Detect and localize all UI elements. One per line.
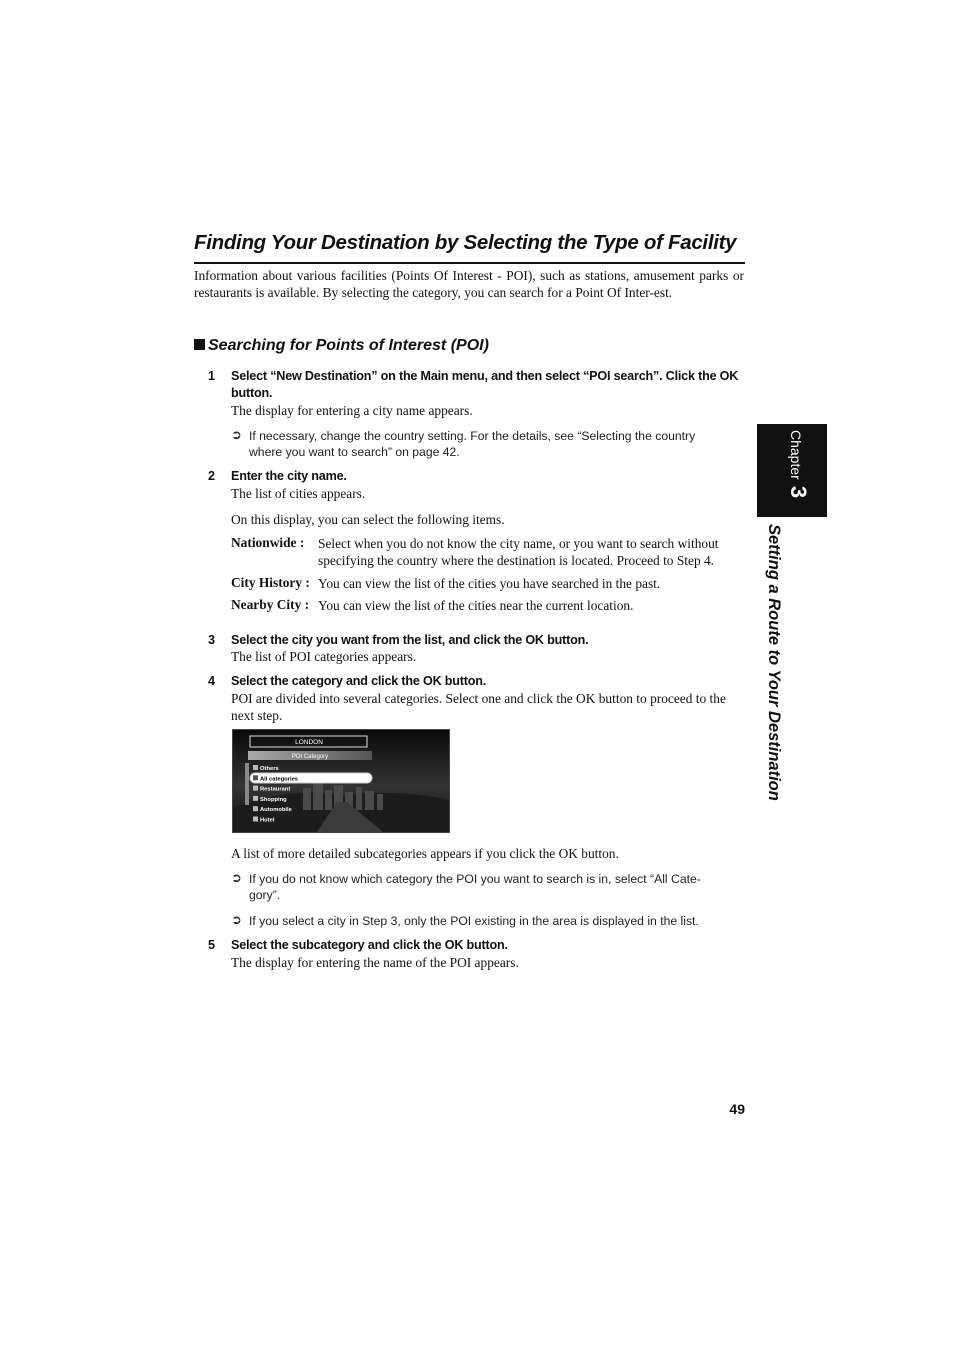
screen-svg <box>233 730 449 832</box>
step-5-text: Select the subcategory and click the OK button. <box>231 938 508 952</box>
section-heading <box>194 337 489 355</box>
category-header-text: POI Category <box>291 754 329 760</box>
step-4-note-2 <box>231 913 751 929</box>
step-4-note-1-text: If you do not know which category the POI you want to search is in, select “All Cate-gory”. <box>249 872 701 902</box>
title-underline <box>194 262 745 264</box>
intro-paragraph: Information about various facilities (Points Of Interest - POI), such as stations, amusement parks or restaurants is available. By selecting the category, you can search for a Point Of Inter-est. <box>194 268 744 300</box>
step-3-text: Select the city you want from the list, and click the OK button. <box>231 633 589 647</box>
square-bullet-icon <box>194 339 205 350</box>
step-4-after: A list of more detailed subcategories appears if you click the OK button. <box>231 846 619 861</box>
step-1-text: Select “New Destination” on the Main menu, and then select “POI search”. Click the OK button. <box>231 369 739 400</box>
step-1-note <box>231 428 731 460</box>
page-title: Finding Your Destination by Selecting the Type of Facility <box>194 231 737 254</box>
chapter-tab <box>757 424 827 517</box>
note-arrow-icon: ➲ <box>231 427 242 442</box>
step-4-note-1 <box>231 871 731 903</box>
option-term-nationwide: Nationwide : <box>231 535 305 550</box>
option-term-city-history: City History : <box>231 575 310 590</box>
poi-item-icon <box>253 786 258 791</box>
poi-item-label: Hotel <box>260 817 275 824</box>
option-def-nationwide: Select when you do not know the city name, or you want to search without specifying the country where the destination is located. Proceed to Step 4. <box>318 536 719 568</box>
poi-item-icon <box>253 765 258 770</box>
poi-item-icon <box>253 796 258 801</box>
page-number: 49 <box>729 1101 745 1117</box>
city-field-text: LONDON <box>295 739 323 746</box>
note-arrow-icon: ➲ <box>231 912 242 927</box>
step-1-number: 1 <box>208 369 216 383</box>
step-4-text: Select the category and click the OK button. <box>231 674 487 688</box>
step-1-result: The display for entering a city name appears. <box>231 403 473 418</box>
poi-item-label: Automobile <box>260 807 292 814</box>
poi-item-label: Shopping <box>260 796 287 803</box>
poi-item-icon <box>253 775 258 780</box>
poi-item-label: All categories <box>260 776 299 783</box>
note-arrow-icon: ➲ <box>231 870 242 885</box>
poi-item-icon <box>253 817 258 822</box>
step-1-note-text: If necessary, change the country setting. For the details, see “Selecting the country where you want to search” on page 42. <box>249 429 696 459</box>
section-heading-text: Searching for Points of Interest (POI) <box>208 337 489 354</box>
step-2-number: 2 <box>208 469 216 483</box>
step-3-number: 3 <box>208 633 216 647</box>
poi-item-label: Restaurant <box>260 786 291 793</box>
step-2-result: The list of cities appears. <box>231 486 366 501</box>
chapter-side-title: Setting a Route to Your Destination <box>765 524 783 801</box>
step-2-lead: On this display, you can select the following items. <box>231 512 505 527</box>
step-5-number: 5 <box>208 938 216 952</box>
list-scrollbar <box>245 763 249 805</box>
poi-category-screenshot <box>232 729 450 833</box>
option-def-nearby-city: You can view the list of the cities near the current location. <box>318 598 634 613</box>
poi-item-label: Others <box>260 766 279 772</box>
chapter-label: Chapter <box>788 430 804 480</box>
poi-item-icon <box>253 806 258 811</box>
step-4-number: 4 <box>208 674 216 688</box>
step-3-result: The list of POI categories appears. <box>231 649 417 664</box>
step-4-note-2-text: If you select a city in Step 3, only the POI existing in the area is displayed in the list. <box>249 914 699 928</box>
chapter-number: 3 <box>786 485 811 499</box>
option-term-nearby-city: Nearby City : <box>231 597 310 612</box>
step-5-result: The display for entering the name of the POI appears. <box>231 955 519 970</box>
option-def-city-history: You can view the list of the cities you have searched in the past. <box>318 576 661 591</box>
step-4-result: POI are divided into several categories. Select one and click the OK button to proceed to the next step. <box>231 691 726 723</box>
step-2-text: Enter the city name. <box>231 469 347 483</box>
